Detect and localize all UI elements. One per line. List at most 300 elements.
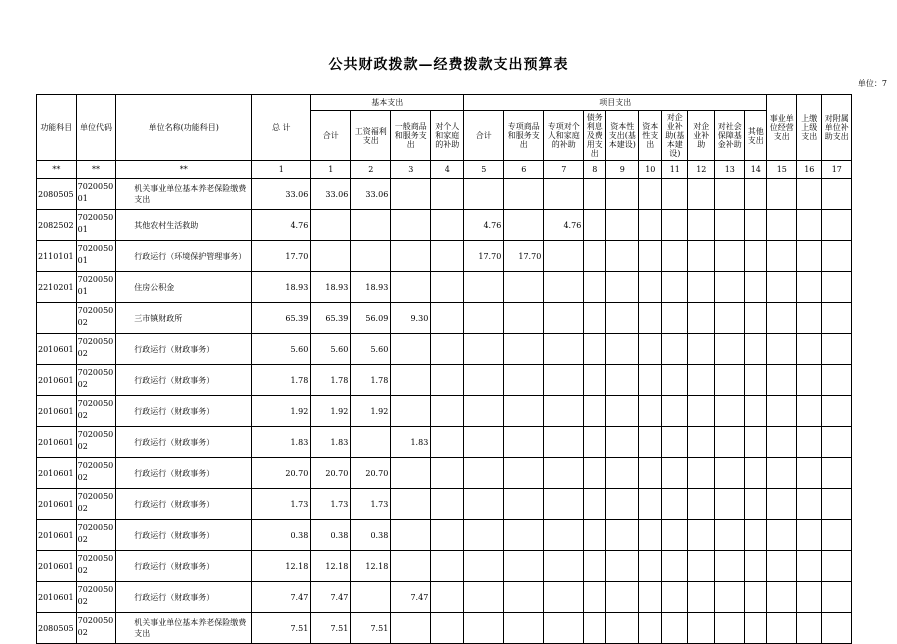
- empty-cell: [688, 582, 715, 613]
- index-cell: 13: [715, 161, 745, 179]
- project-goods-cell: [504, 458, 544, 489]
- empty-cell: [639, 427, 662, 458]
- basic-goods-cell: [391, 365, 431, 396]
- empty-cell: [745, 458, 767, 489]
- empty-cell: [584, 365, 606, 396]
- empty-cell: [584, 582, 606, 613]
- basic-goods-cell: [391, 334, 431, 365]
- empty-cell: [662, 210, 688, 241]
- total-cell: 5.60: [252, 334, 311, 365]
- project-goods-cell: [504, 272, 544, 303]
- total-cell: 20.70: [252, 458, 311, 489]
- empty-cell: [584, 334, 606, 365]
- unit-code-cell: 7020050 01: [76, 272, 116, 303]
- basic-sum-cell: [311, 241, 351, 272]
- index-row: [37, 161, 852, 179]
- unit-name-cell: 行政运行（财政事务）: [116, 365, 252, 396]
- empty-cell: [745, 551, 767, 582]
- header-p-subsidy: 专项对个人和家庭的补助: [544, 111, 584, 161]
- project-goods-cell: [504, 520, 544, 551]
- index-cell: 5: [464, 161, 504, 179]
- empty-cell: [606, 427, 639, 458]
- index-cell: 8: [584, 161, 606, 179]
- empty-cell: [822, 179, 852, 210]
- empty-cell: [639, 520, 662, 551]
- empty-cell: [715, 334, 745, 365]
- empty-cell: [639, 458, 662, 489]
- header-unit-name: 单位名称(功能科目): [116, 95, 252, 161]
- empty-cell: [797, 365, 822, 396]
- empty-cell: [688, 551, 715, 582]
- header-b-wage: 工资福利支出: [351, 111, 391, 161]
- total-cell: 12.18: [252, 551, 311, 582]
- project-goods-cell: [504, 303, 544, 334]
- func-code-cell: 2080505: [37, 613, 77, 644]
- empty-cell: [797, 272, 822, 303]
- empty-cell: [745, 396, 767, 427]
- empty-cell: [797, 334, 822, 365]
- table-row: [37, 241, 852, 272]
- func-code-cell: 2010601: [37, 458, 77, 489]
- total-cell: 17.70: [252, 241, 311, 272]
- empty-cell: [715, 582, 745, 613]
- basic-subsidy-cell: [431, 272, 464, 303]
- project-subsidy-cell: [544, 241, 584, 272]
- empty-cell: [606, 303, 639, 334]
- total-cell: 1.73: [252, 489, 311, 520]
- unit-code-cell: 7020050 02: [76, 303, 116, 334]
- unit-code-cell: 7020050 01: [76, 241, 116, 272]
- empty-cell: [715, 179, 745, 210]
- empty-cell: [745, 365, 767, 396]
- empty-cell: [797, 179, 822, 210]
- empty-cell: [822, 241, 852, 272]
- project-goods-cell: [504, 427, 544, 458]
- empty-cell: [639, 365, 662, 396]
- header-upper: 上缴上级支出: [797, 95, 822, 161]
- empty-cell: [662, 179, 688, 210]
- empty-cell: [745, 427, 767, 458]
- project-goods-cell: [504, 582, 544, 613]
- header-biz: 事业单位经营支出: [767, 95, 797, 161]
- basic-sum-cell: 7.51: [311, 613, 351, 644]
- header-p-social: 对社会保障基金补助: [715, 111, 745, 161]
- table-row: [37, 334, 852, 365]
- empty-cell: [606, 179, 639, 210]
- index-cell: **: [37, 161, 77, 179]
- empty-cell: [767, 582, 797, 613]
- empty-cell: [822, 334, 852, 365]
- basic-sum-cell: 18.93: [311, 272, 351, 303]
- header-p-sum: 合计: [464, 111, 504, 161]
- unit-name-cell: 行政运行（环境保护管理事务）: [116, 241, 252, 272]
- func-code-cell: 2082502: [37, 210, 77, 241]
- header-p-debt: 债务利息及费用支出: [584, 111, 606, 161]
- empty-cell: [822, 613, 852, 644]
- empty-cell: [688, 458, 715, 489]
- total-cell: 1.83: [252, 427, 311, 458]
- project-goods-cell: [504, 210, 544, 241]
- empty-cell: [688, 179, 715, 210]
- empty-cell: [662, 365, 688, 396]
- project-sum-cell: [464, 179, 504, 210]
- basic-subsidy-cell: [431, 179, 464, 210]
- empty-cell: [715, 489, 745, 520]
- empty-cell: [606, 582, 639, 613]
- table-row: [37, 396, 852, 427]
- basic-goods-cell: 1.83: [391, 427, 431, 458]
- basic-goods-cell: [391, 210, 431, 241]
- empty-cell: [639, 179, 662, 210]
- func-code-cell: 2010601: [37, 582, 77, 613]
- header-p-ent-subsidy: 对企业补助(基本建设): [662, 111, 688, 161]
- empty-cell: [606, 365, 639, 396]
- unit-code-cell: 7020050 02: [76, 582, 116, 613]
- index-cell: 17: [822, 161, 852, 179]
- unit-name-cell: 行政运行（财政事务）: [116, 520, 252, 551]
- table-row: [37, 303, 852, 334]
- basic-sum-cell: 0.38: [311, 520, 351, 551]
- empty-cell: [715, 520, 745, 551]
- basic-wage-cell: 56.09: [351, 303, 391, 334]
- unit-code-cell: 7020050 02: [76, 396, 116, 427]
- project-sum-cell: [464, 458, 504, 489]
- table-row: [37, 458, 852, 489]
- unit-code-cell: 7020050 02: [76, 489, 116, 520]
- empty-cell: [767, 241, 797, 272]
- total-cell: 65.39: [252, 303, 311, 334]
- empty-cell: [688, 396, 715, 427]
- project-subsidy-cell: [544, 365, 584, 396]
- project-subsidy-cell: [544, 179, 584, 210]
- project-subsidy-cell: [544, 582, 584, 613]
- project-subsidy-cell: 4.76: [544, 210, 584, 241]
- empty-cell: [767, 551, 797, 582]
- empty-cell: [822, 210, 852, 241]
- basic-goods-cell: [391, 458, 431, 489]
- basic-wage-cell: [351, 241, 391, 272]
- func-code-cell: 2210201: [37, 272, 77, 303]
- index-cell: 3: [391, 161, 431, 179]
- table-row: [37, 427, 852, 458]
- unit-name-cell: 其他农村生活救助: [116, 210, 252, 241]
- basic-subsidy-cell: [431, 365, 464, 396]
- basic-wage-cell: [351, 582, 391, 613]
- empty-cell: [639, 272, 662, 303]
- basic-wage-cell: 5.60: [351, 334, 391, 365]
- unit-code-cell: 7020050 01: [76, 210, 116, 241]
- empty-cell: [767, 303, 797, 334]
- project-goods-cell: [504, 613, 544, 644]
- unit-name-cell: 行政运行（财政事务）: [116, 489, 252, 520]
- empty-cell: [822, 365, 852, 396]
- basic-subsidy-cell: [431, 241, 464, 272]
- project-sum-cell: [464, 334, 504, 365]
- project-subsidy-cell: [544, 551, 584, 582]
- project-subsidy-cell: [544, 613, 584, 644]
- empty-cell: [584, 520, 606, 551]
- index-cell: 14: [745, 161, 767, 179]
- project-sum-cell: [464, 551, 504, 582]
- header-project: 项目支出: [464, 95, 767, 111]
- empty-cell: [797, 613, 822, 644]
- empty-cell: [715, 427, 745, 458]
- empty-cell: [606, 396, 639, 427]
- empty-cell: [715, 241, 745, 272]
- func-code-cell: 2010601: [37, 334, 77, 365]
- basic-sum-cell: 33.06: [311, 179, 351, 210]
- empty-cell: [662, 489, 688, 520]
- total-cell: 1.78: [252, 365, 311, 396]
- project-sum-cell: [464, 520, 504, 551]
- basic-wage-cell: [351, 427, 391, 458]
- empty-cell: [584, 427, 606, 458]
- basic-goods-cell: [391, 520, 431, 551]
- empty-cell: [767, 210, 797, 241]
- empty-cell: [688, 303, 715, 334]
- basic-subsidy-cell: [431, 210, 464, 241]
- project-sum-cell: [464, 489, 504, 520]
- empty-cell: [797, 210, 822, 241]
- unit-name-cell: 行政运行（财政事务）: [116, 551, 252, 582]
- project-sum-cell: [464, 272, 504, 303]
- empty-cell: [662, 241, 688, 272]
- basic-subsidy-cell: [431, 303, 464, 334]
- empty-cell: [662, 613, 688, 644]
- empty-cell: [688, 334, 715, 365]
- project-subsidy-cell: [544, 427, 584, 458]
- basic-sum-cell: 1.73: [311, 489, 351, 520]
- empty-cell: [822, 582, 852, 613]
- page-title: 公共财政拨款—经费拨款支出预算表: [328, 57, 569, 73]
- index-cell: **: [76, 161, 116, 179]
- table-row: [37, 551, 852, 582]
- unit-code-cell: 7020050 02: [76, 458, 116, 489]
- unit-name-cell: 三市镇财政所: [116, 303, 252, 334]
- project-goods-cell: [504, 365, 544, 396]
- basic-goods-cell: [391, 489, 431, 520]
- index-cell: 6: [504, 161, 544, 179]
- project-sum-cell: [464, 427, 504, 458]
- empty-cell: [639, 396, 662, 427]
- index-cell: 4: [431, 161, 464, 179]
- index-cell: 7: [544, 161, 584, 179]
- basic-sum-cell: 1.92: [311, 396, 351, 427]
- basic-subsidy-cell: [431, 396, 464, 427]
- empty-cell: [822, 520, 852, 551]
- empty-cell: [767, 458, 797, 489]
- header-total: 总 计: [252, 95, 311, 161]
- empty-cell: [822, 272, 852, 303]
- index-cell: 2: [351, 161, 391, 179]
- func-code-cell: 2010601: [37, 551, 77, 582]
- empty-cell: [606, 272, 639, 303]
- project-goods-cell: [504, 179, 544, 210]
- basic-sum-cell: 65.39: [311, 303, 351, 334]
- empty-cell: [688, 613, 715, 644]
- basic-sum-cell: 5.60: [311, 334, 351, 365]
- table-row: [37, 179, 852, 210]
- basic-goods-cell: 9.30: [391, 303, 431, 334]
- empty-cell: [639, 241, 662, 272]
- empty-cell: [662, 582, 688, 613]
- unit-name-cell: 住房公积金: [116, 272, 252, 303]
- index-cell: 15: [767, 161, 797, 179]
- index-cell: 10: [639, 161, 662, 179]
- total-cell: 0.38: [252, 520, 311, 551]
- empty-cell: [715, 303, 745, 334]
- basic-wage-cell: 33.06: [351, 179, 391, 210]
- empty-cell: [715, 365, 745, 396]
- empty-cell: [662, 427, 688, 458]
- table-row: [37, 582, 852, 613]
- empty-cell: [822, 396, 852, 427]
- empty-cell: [584, 458, 606, 489]
- basic-subsidy-cell: [431, 520, 464, 551]
- empty-cell: [606, 520, 639, 551]
- basic-goods-cell: [391, 396, 431, 427]
- project-subsidy-cell: [544, 272, 584, 303]
- project-sum-cell: 17.70: [464, 241, 504, 272]
- budget-table: [36, 94, 852, 644]
- header-p-ent-subsidy2: 对企业补助: [688, 111, 715, 161]
- unit-label: 单位：7: [857, 79, 887, 88]
- unit-name-cell: 机关事业单位基本养老保险缴费支出: [116, 613, 252, 644]
- empty-cell: [797, 520, 822, 551]
- basic-goods-cell: [391, 241, 431, 272]
- basic-wage-cell: 0.38: [351, 520, 391, 551]
- empty-cell: [767, 396, 797, 427]
- empty-cell: [767, 613, 797, 644]
- empty-cell: [606, 551, 639, 582]
- empty-cell: [662, 458, 688, 489]
- func-code-cell: 2010601: [37, 396, 77, 427]
- basic-wage-cell: 1.92: [351, 396, 391, 427]
- project-goods-cell: [504, 334, 544, 365]
- empty-cell: [662, 272, 688, 303]
- basic-sum-cell: 7.47: [311, 582, 351, 613]
- empty-cell: [584, 551, 606, 582]
- basic-wage-cell: 1.73: [351, 489, 391, 520]
- empty-cell: [767, 179, 797, 210]
- empty-cell: [606, 489, 639, 520]
- basic-goods-cell: [391, 272, 431, 303]
- empty-cell: [822, 489, 852, 520]
- project-subsidy-cell: [544, 396, 584, 427]
- empty-cell: [584, 396, 606, 427]
- basic-subsidy-cell: [431, 489, 464, 520]
- index-cell: 9: [606, 161, 639, 179]
- project-goods-cell: [504, 551, 544, 582]
- project-subsidy-cell: [544, 489, 584, 520]
- header-b-goods: 一般商品和服务支出: [391, 111, 431, 161]
- empty-cell: [797, 241, 822, 272]
- basic-subsidy-cell: [431, 427, 464, 458]
- basic-wage-cell: 7.51: [351, 613, 391, 644]
- unit-name-cell: 行政运行（财政事务）: [116, 427, 252, 458]
- total-cell: 18.93: [252, 272, 311, 303]
- empty-cell: [797, 427, 822, 458]
- total-cell: 4.76: [252, 210, 311, 241]
- basic-wage-cell: 18.93: [351, 272, 391, 303]
- empty-cell: [584, 303, 606, 334]
- unit-code-cell: 7020050 02: [76, 613, 116, 644]
- project-sum-cell: [464, 582, 504, 613]
- unit-code-cell: 7020050 02: [76, 334, 116, 365]
- project-sum-cell: [464, 365, 504, 396]
- empty-cell: [745, 241, 767, 272]
- func-code-cell: 2010601: [37, 489, 77, 520]
- func-code-cell: 2110101: [37, 241, 77, 272]
- header-p-capital: 资本性支出(基本建设): [606, 111, 639, 161]
- empty-cell: [688, 365, 715, 396]
- empty-cell: [797, 582, 822, 613]
- header-b-subsidy: 对个人和家庭的补助: [431, 111, 464, 161]
- empty-cell: [662, 520, 688, 551]
- empty-cell: [745, 520, 767, 551]
- unit-name-cell: 机关事业单位基本养老保险缴费支出: [116, 179, 252, 210]
- index-cell: 11: [662, 161, 688, 179]
- empty-cell: [822, 458, 852, 489]
- empty-cell: [688, 241, 715, 272]
- basic-goods-cell: [391, 551, 431, 582]
- basic-subsidy-cell: [431, 582, 464, 613]
- func-code-cell: 2080505: [37, 179, 77, 210]
- func-code-cell: 2010601: [37, 365, 77, 396]
- empty-cell: [639, 551, 662, 582]
- empty-cell: [639, 489, 662, 520]
- func-code-cell: 2010601: [37, 427, 77, 458]
- empty-cell: [662, 551, 688, 582]
- basic-goods-cell: 7.47: [391, 582, 431, 613]
- empty-cell: [745, 210, 767, 241]
- empty-cell: [797, 489, 822, 520]
- project-sum-cell: [464, 303, 504, 334]
- unit-name-cell: 行政运行（财政事务）: [116, 458, 252, 489]
- basic-subsidy-cell: [431, 613, 464, 644]
- table-row: [37, 365, 852, 396]
- basic-sum-cell: 12.18: [311, 551, 351, 582]
- project-subsidy-cell: [544, 520, 584, 551]
- empty-cell: [767, 272, 797, 303]
- empty-cell: [767, 520, 797, 551]
- index-cell: 1: [311, 161, 351, 179]
- unit-code-cell: 7020050 02: [76, 551, 116, 582]
- empty-cell: [715, 551, 745, 582]
- empty-cell: [767, 334, 797, 365]
- empty-cell: [745, 334, 767, 365]
- basic-subsidy-cell: [431, 551, 464, 582]
- header-func-code: 功能科目: [37, 95, 77, 161]
- empty-cell: [584, 489, 606, 520]
- unit-name-cell: 行政运行（财政事务）: [116, 334, 252, 365]
- empty-cell: [767, 427, 797, 458]
- empty-cell: [715, 458, 745, 489]
- project-sum-cell: [464, 613, 504, 644]
- empty-cell: [797, 303, 822, 334]
- empty-cell: [822, 551, 852, 582]
- empty-cell: [688, 272, 715, 303]
- project-goods-cell: [504, 489, 544, 520]
- header-unit-code: 单位代码: [76, 95, 116, 161]
- project-goods-cell: [504, 396, 544, 427]
- empty-cell: [745, 489, 767, 520]
- empty-cell: [715, 613, 745, 644]
- project-subsidy-cell: [544, 303, 584, 334]
- basic-wage-cell: [351, 210, 391, 241]
- header-p-other: 其他支出: [745, 111, 767, 161]
- empty-cell: [822, 303, 852, 334]
